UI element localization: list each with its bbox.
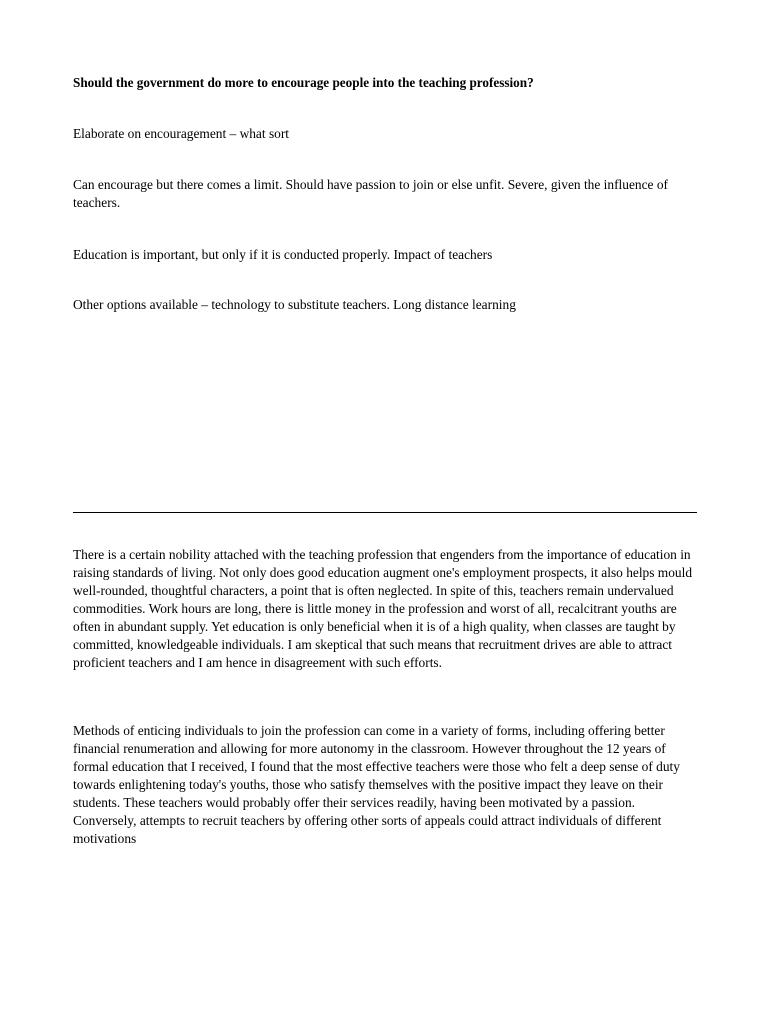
horizontal-divider — [73, 512, 697, 513]
essay-question-title: Should the government do more to encourage people into the teaching profession? — [73, 75, 534, 90]
outline-note-4: Other options available – technology to substitute teachers. Long distance learning — [73, 297, 516, 312]
outline-note-1: Elaborate on encouragement – what sort — [73, 126, 290, 141]
outline-note-3: Education is important, but only if it is conducted properly. Impact of teachers — [73, 247, 493, 262]
essay-paragraph-1: There is a certain nobility attached with the teaching profession that engenders from the importance of education in raising standards of living. Not only does good education augment one's employment prospects, it also helps mould well-rounded, thoughtful characters, a point that is often neglected. In spite of this, teachers remain undervalued commodities. Work hours are long, there is little money in the profession and worst of all, recalcitrant youths are often in abundant supply. Yet education is only beneficial when it is of a high quality, when classes are taught by committed, knowledgeable individuals. I am skeptical that such means that recruitment drives are able to attract proficient teachers and I am hence in disagreement with such efforts. — [73, 547, 693, 670]
outline-note-2: Can encourage but there comes a limit. Should have passion to join or else unfit. Severe, given the influence of teachers. — [73, 177, 668, 210]
essay-paragraph-2: Methods of enticing individuals to join the profession can come in a variety of forms, including offering better financial renumeration and allowing for more autonomy in the classroom. However throughout the 12 years of formal education that I received, I found that the most effective teachers were those who felt a deep sense of duty towards enlightening today's youths, those who satisfy themselves with the positive impact they leave on their students. These teachers would probably offer their services readily, having been motivated by a passion. Conversely, attempts to recruit teachers by offering other sorts of appeals could attract individuals of different motivations — [73, 723, 680, 846]
